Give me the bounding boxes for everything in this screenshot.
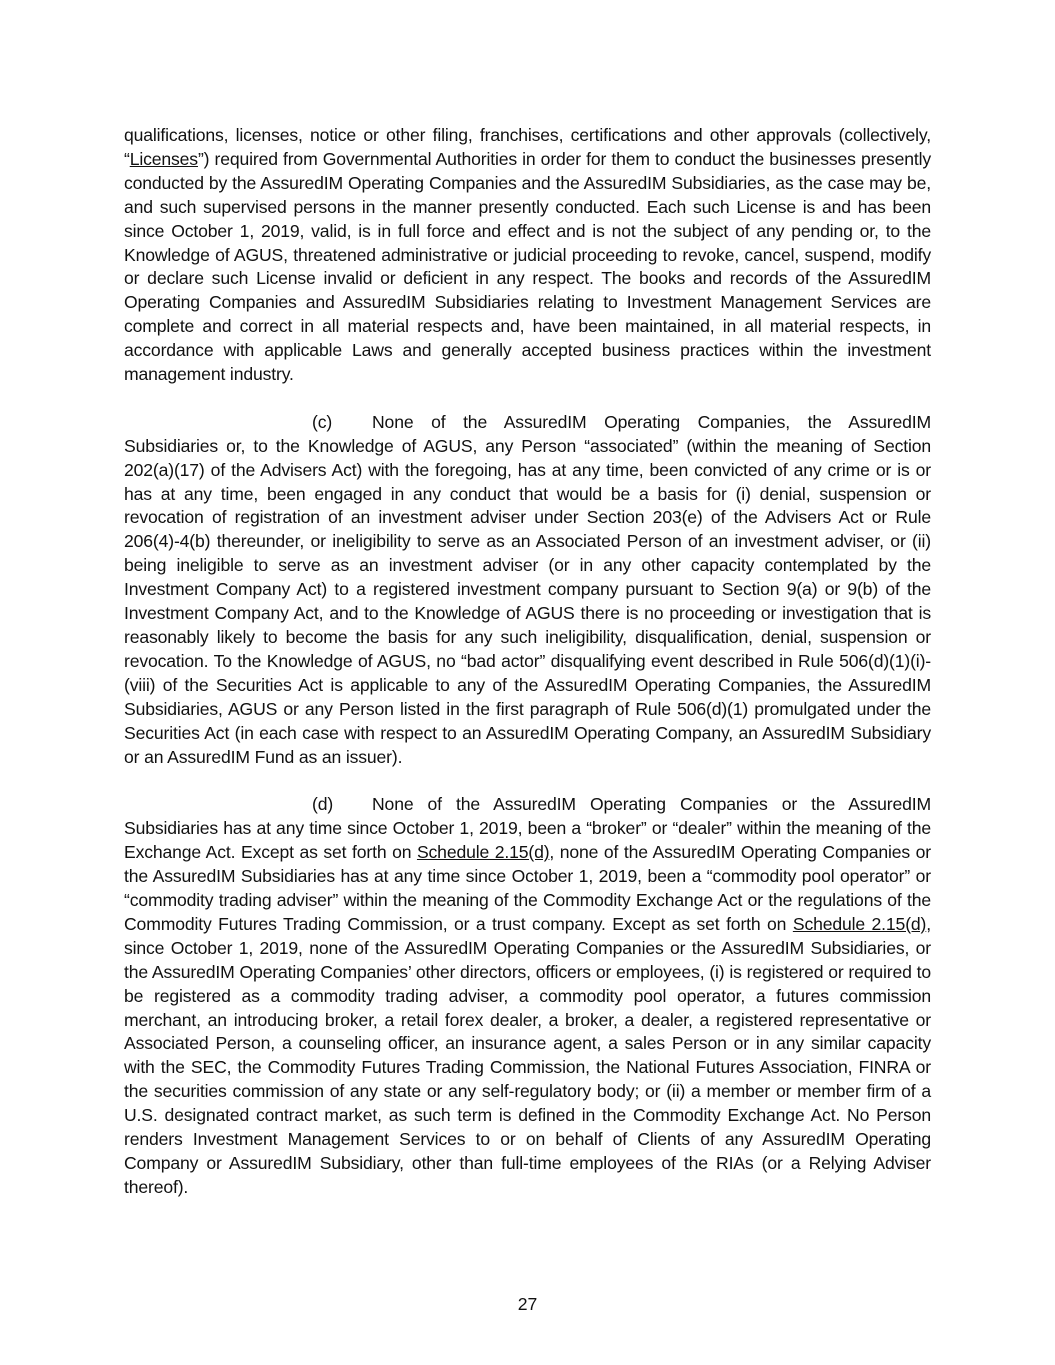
paragraph-text: , none of the AssuredIM Operating Companies or the AssuredIM Subsidiaries has at any time since October 1, 2019, been a “commodity pool operator” or “commodity trading adviser” within the meaning of the Commodity Exchange Act or the regulations of the Commodity Futures Trading Commission, or a trust company. Except as set forth on — [124, 842, 931, 934]
schedule-reference: Schedule 2.15(d) — [416, 842, 550, 863]
paragraph-text: qualifications, licenses, notice or other filing, franchises, certifications and other approvals (collectively, “ — [124, 125, 931, 169]
page-number: 27 — [517, 1294, 538, 1314]
paragraph-label-d: (d) — [312, 794, 334, 815]
paragraph-b-continuation — [124, 124, 931, 387]
paragraph-c — [124, 411, 931, 770]
paragraph-label-c: (c) — [312, 411, 333, 432]
paragraph-text: , since October 1, 2019, none of the AssuredIM Operating Companies or the AssuredIM Subsidiaries, or the AssuredIM Operating Companies’ other directors, officers or employees, (i) is registered or required to be registered as a commodity trading adviser, a commodity pool operator, a futures commission merchant, an introducing broker, a retail forex dealer, a broker, a dealer, a registered representative or Associated Person, a counseling officer, an insurance agent, a sales Person or in any similar capacity with the SEC, the Commodity Futures Trading Commission, the National Futures Association, FINRA or the securities commission of any state or any self-regulatory body; or (ii) a member or member firm of a U.S. designated contract market, as such term is defined in the Commodity Exchange Act. No Person renders Investment Management Services to or on behalf of Clients of any AssuredIM Operating Company or AssuredIM Subsidiary, other than full-time employees of the RIAs (or a Relying Adviser thereof). — [124, 913, 931, 1197]
document-body — [124, 124, 931, 1224]
paragraph-text: None of the AssuredIM Operating Companies, the AssuredIM Subsidiaries or, to the Knowledge of AGUS, any Person “associated” (within the meaning of Section 202(a)(17) of the Advisers Act) with the foregoing, has at any time, been convicted of any crime or is or has at any time, been engaged in any conduct that would be a basis for (i) denial, suspension or revocation of registration of an investment adviser under Section 203(e) of the Advisers Act or Rule 206(4)-4(b) thereunder, or ineligibility to serve as an Associated Person of an investment adviser, or (ii) being ineligible to serve as an investment adviser (or in any other capacity contemplated by the Investment Company Act) to a registered investment company pursuant to Section 9(a) or 9(b) of the Investment Company Act, and to the Knowledge of AGUS there is no proceeding or investigation that is reasonably likely to become the basis for any such ineligibility, disqualification, denial, suspension or revocation. To the Knowledge of AGUS, no “bad actor” disqualifying event described in Rule 506(d)(1)(i)-(viii) of the Securities Act is applicable to any of the AssuredIM Operating Companies, the AssuredIM Subsidiaries, AGUS or any Person listed in the first paragraph of Rule 506(d)(1) promulgated under the Securities Act (in each case with respect to an AssuredIM Operating Company, an AssuredIM Subsidiary or an AssuredIM Fund as an issuer). — [124, 411, 931, 767]
paragraph-d — [124, 793, 931, 1199]
defined-term-licenses: Licenses — [129, 148, 198, 169]
paragraph-text: ”) required from Governmental Authorities in order for them to conduct the businesses presently conducted by the AssuredIM Operating Companies and the AssuredIM Subsidiaries, as the case may be, and such supervised persons in the manner presently conducted. Each such License is and has been since October 1, 2019, valid, is in full force and effect and is not the subject of any pending or, to the Knowledge of AGUS, threatened administrative or judicial proceeding to revoke, cancel, suspend, modify or declare such License invalid or deficient in any respect. The books and records of the AssuredIM Operating Companies and AssuredIM Subsidiaries relating to Investment Management Services are complete and correct in all material respects and, have been maintained, in all material respects, in accordance with applicable Laws and generally accepted business practices within the investment management industry. — [124, 148, 931, 385]
schedule-reference: Schedule 2.15(d) — [792, 913, 927, 934]
paragraph-text: None of the AssuredIM Operating Companies or the AssuredIM Subsidiaries has at any time since October 1, 2019, been a “broker” or “dealer” within the meaning of the Exchange Act. Except as set forth on — [124, 794, 931, 863]
